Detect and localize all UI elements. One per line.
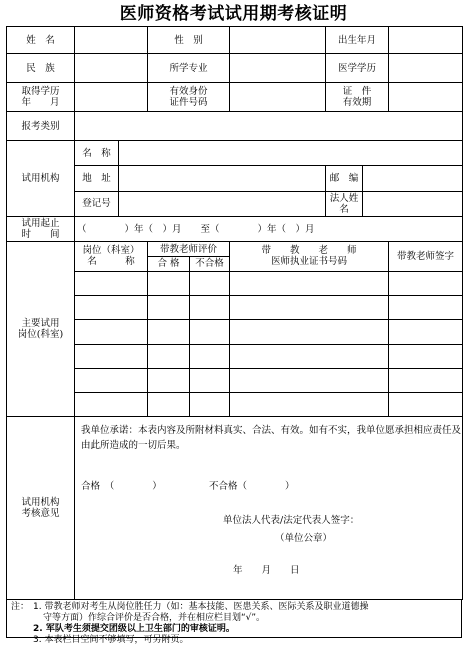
reg-no-label: 登记号: [75, 191, 119, 216]
id-number-field[interactable]: [230, 82, 326, 112]
period-label: 试用起止 时 间: [7, 216, 75, 241]
pass-cell[interactable]: [148, 295, 190, 319]
pledge-text: 我单位承诺：本表内容及所附材料真实、合法、有效。如有不实，我单位愿承担相应责任及由此所造成的一切后果。: [81, 425, 462, 452]
ethnicity-field[interactable]: [75, 54, 148, 82]
postcode-label: 邮 编: [326, 166, 363, 191]
inst-name-label: 名 称: [75, 140, 119, 165]
gender-label: 性 别: [148, 27, 230, 54]
dept-cell[interactable]: [75, 271, 148, 295]
table-row: [7, 295, 463, 319]
name-field[interactable]: [75, 27, 148, 54]
validity-label: 证 件 有效期: [326, 82, 389, 112]
cert-cell[interactable]: [230, 368, 389, 392]
birth-label: 出生年月: [326, 27, 389, 54]
table-row: [7, 344, 463, 368]
fail-cell[interactable]: [190, 344, 230, 368]
pass-cell[interactable]: [148, 320, 190, 344]
postcode-field[interactable]: [363, 166, 463, 191]
sign-cell[interactable]: [389, 393, 463, 417]
exam-category-label: 报考类别: [7, 112, 75, 140]
dept-cell[interactable]: [75, 344, 148, 368]
fail-cell[interactable]: [190, 368, 230, 392]
fail-option[interactable]: 不合格（ ）: [209, 481, 295, 493]
fail-cell[interactable]: [190, 295, 230, 319]
col-cert-header: 带 教 老 师 医师执业证书号码: [230, 242, 389, 272]
pass-cell[interactable]: [148, 368, 190, 392]
name-label: 姓 名: [7, 27, 75, 54]
period-field[interactable]: （ ）年（ ）月 至（ ）年（ ）月: [75, 216, 463, 241]
pass-cell[interactable]: [148, 344, 190, 368]
col-eval-header: 带教老师评价: [148, 242, 230, 257]
cert-cell[interactable]: [230, 271, 389, 295]
id-type-label: 有效身份 证件号码: [148, 82, 230, 112]
col-dept-header: 岗位（科室） 名 称: [75, 242, 148, 272]
degree-field[interactable]: [389, 54, 463, 82]
cert-cell[interactable]: [230, 295, 389, 319]
table-row: [7, 320, 463, 344]
fail-cell[interactable]: [190, 271, 230, 295]
cert-cell[interactable]: [230, 320, 389, 344]
major-field[interactable]: [230, 54, 326, 82]
seal-label: （单位公章）: [275, 533, 333, 545]
reg-no-field[interactable]: [119, 191, 326, 216]
dept-cell[interactable]: [75, 368, 148, 392]
fail-cell[interactable]: [190, 393, 230, 417]
degree-label: 医学学历: [326, 54, 389, 82]
ethnicity-label: 民 族: [7, 54, 75, 82]
opinion-label: 试用机构 考核意见: [7, 417, 75, 600]
inst-address-label: 地 址: [75, 166, 119, 191]
notes-section: [6, 600, 462, 645]
note-item: 1. 带教老师对考生从岗位胜任力（如：基本技能、医患关系、医际关系及职业道德操: [33, 602, 369, 612]
table-row: [7, 368, 463, 392]
note-item: 2. 军队考生须提交团级以上卫生部门的审核证明。: [33, 624, 235, 634]
gender-field[interactable]: [230, 27, 326, 54]
col-fail-header: 不合格: [190, 256, 230, 271]
legal-person-label: 法人姓名: [326, 191, 363, 216]
sign-cell[interactable]: [389, 344, 463, 368]
notes-label: 注：: [11, 602, 30, 612]
birth-field[interactable]: [389, 27, 463, 54]
acquire-date-field[interactable]: [75, 82, 148, 112]
institution-label: 试用机构: [7, 140, 75, 216]
legal-sign-label: 单位法人代表/法定代表人签字：: [223, 515, 360, 527]
pass-option[interactable]: 合格 （ ）: [81, 481, 162, 493]
note-item: 守等方面）作综合评价是否合格，并在相应栏目划“√”。: [43, 613, 266, 623]
fail-cell[interactable]: [190, 320, 230, 344]
positions-label: 主要试用 岗位(科室): [7, 242, 75, 417]
dept-cell[interactable]: [75, 295, 148, 319]
cert-cell[interactable]: [230, 344, 389, 368]
col-pass-header: 合 格: [148, 256, 190, 271]
inst-address-field[interactable]: [119, 166, 326, 191]
acquire-date-label: 取得学历 年 月: [7, 82, 75, 112]
sign-cell[interactable]: [389, 271, 463, 295]
note-item: 3. 本表栏目空间不够填写，可另附页。: [33, 635, 189, 645]
sign-cell[interactable]: [389, 368, 463, 392]
legal-person-field[interactable]: [363, 191, 463, 216]
certificate-form: [6, 26, 463, 600]
table-row: [7, 271, 463, 295]
pass-cell[interactable]: [148, 271, 190, 295]
inst-name-field[interactable]: [119, 140, 463, 165]
pass-cell[interactable]: [148, 393, 190, 417]
date-label: 年 月 日: [233, 565, 300, 577]
table-row: [7, 393, 463, 417]
opinion-area[interactable]: [75, 417, 463, 600]
page-title: 医师资格考试试用期考核证明: [119, 4, 348, 24]
exam-category-field[interactable]: [75, 112, 463, 140]
sign-cell[interactable]: [389, 320, 463, 344]
validity-field[interactable]: [389, 82, 463, 112]
sign-cell[interactable]: [389, 295, 463, 319]
major-label: 所学专业: [148, 54, 230, 82]
dept-cell[interactable]: [75, 393, 148, 417]
dept-cell[interactable]: [75, 320, 148, 344]
col-sign-header: 带教老师签字: [389, 242, 463, 272]
cert-cell[interactable]: [230, 393, 389, 417]
